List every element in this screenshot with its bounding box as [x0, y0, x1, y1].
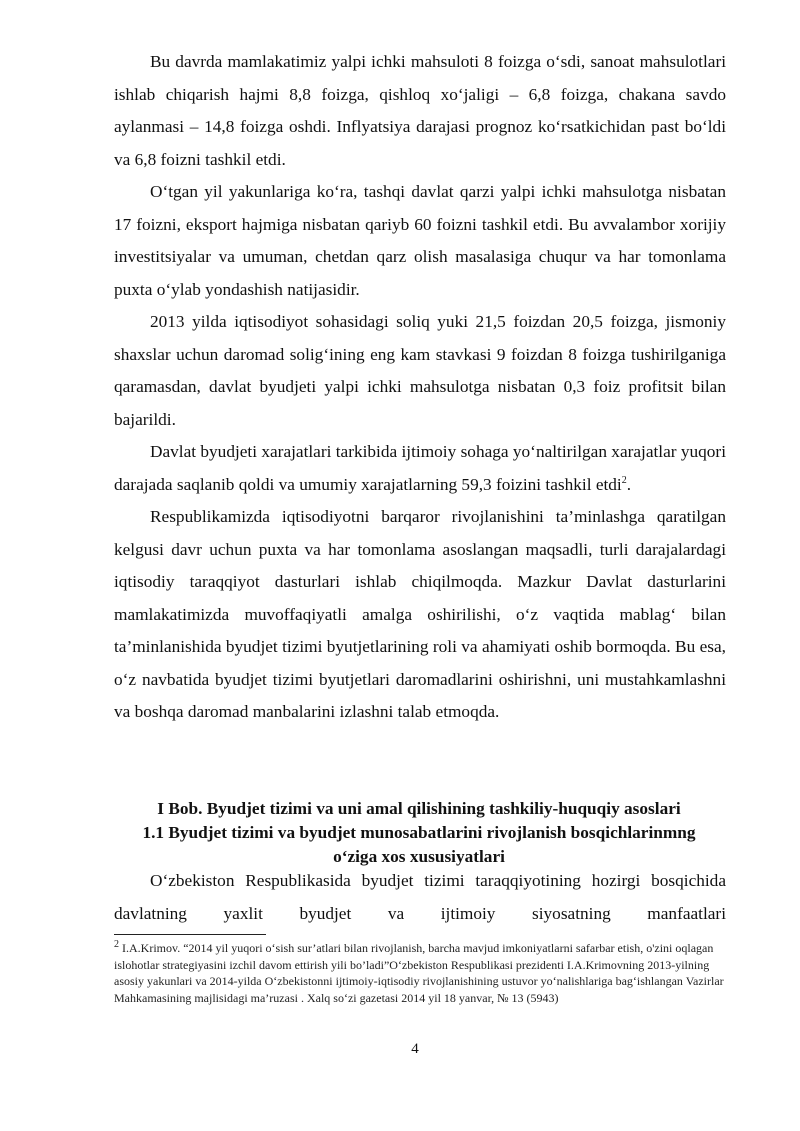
footnote-text: I.A.Krimov. “2014 yil yuqori o‘sish sur’atlari bilan rivojlanish, barcha mavjud imkoniyatlarni safarbar etish, o'zini oqlagan islohotlar strategiyasini izchil davom ettirish yili bo’ladi”O‘zbekiston Respublikasi prezidenti I.A.Krimovning 2013-yilning asosiy yakunlari va 2014-yilda O‘zbekistonni ijtimoiy-iqtisodiy rivojlanishining ustuvor yo‘nalishlariga bag‘ishlangan Vazirlar Mahkamasining majlisidagi ma’ruzasi . Xalq so‘zi gazetasi 2014 yil 18 yanvar, № 13 (5943) — [114, 941, 724, 1005]
footnote-reference[interactable]: 2 — [621, 474, 627, 486]
footnote-body — [114, 940, 726, 1006]
body-text — [114, 46, 726, 729]
body-text-continued — [114, 865, 726, 930]
paragraph-budget-system: O‘zbekiston Respublikasida byudjet tizimi taraqqiyotining hozirgi bosqichida davlatning yaxlit byudjet va ijtimoiy siyosatning manfaatlari — [114, 871, 726, 923]
footnote — [114, 940, 726, 1006]
section-heading-line-2: o‘ziga xos xususiyatlari — [333, 847, 505, 866]
paragraph-budget-expenses-text: Davlat byudjeti xarajatlari tarkibida ijtimoiy sohaga yo‘naltirilgan xarajatlar yuqori darajada saqlanib qoldi va umumiy xarajatlarning 59,3 foizini tashkil etdi — [114, 442, 726, 494]
paragraph-external-debt: O‘tgan yil yakunlariga ko‘ra, tashqi davlat qarzi yalpi ichki mahsulotga nisbatan 17 foizni, eksport hajmiga nisbatan qariyb 60 foizni tashkil etdi. Bu avvalambor xorijiy investitsiyalar va umuman, chetdan qarz olish masalasiga chuqur va har tomonlama puxta o‘ylab yondashish natijasidir. — [114, 182, 726, 299]
paragraph-tax-burden: 2013 yilda iqtisodiyot sohasidagi soliq yuki 21,5 foizdan 20,5 foizga, jismoniy shaxslar uchun daromad solig‘ining eng kam stavkasi 9 foizdan 8 foizga tushirilganiga qaramasdan, davlat byudjeti yalpi ichki mahsulotga nisbatan 0,3 foiz profitsit bilan bajarildi. — [114, 312, 726, 429]
section-headings — [106, 797, 732, 869]
footnote-separator — [114, 934, 266, 935]
paragraph-budget-expenses — [114, 436, 726, 501]
footnote-marker: 2 — [114, 939, 119, 950]
chapter-heading: I Bob. Byudjet tizimi va uni amal qilishining tashkiliy-huquqiy asoslari — [157, 799, 681, 818]
paragraph-gdp-growth: Bu davrda mamlakatimiz yalpi ichki mahsuloti 8 foizga o‘sdi, sanoat mahsulotlari ishlab chiqarish hajmi 8,8 foizga, qishloq xo‘jaligi – 6,8 foizga, chakana savdo aylanmasi – 14,8 foizga oshdi. Inflyatsiya darajasi prognoz ko‘rsatkichidan past bo‘ldi va 6,8 foizni tashkil etdi. — [114, 52, 726, 169]
footnote-reference-suffix: . — [626, 474, 632, 494]
page-number: 4 — [411, 1041, 419, 1057]
section-heading-line-1: 1.1 Byudjet tizimi va byudjet munosabatlarini rivojlanish bosqichlarinmng — [142, 823, 696, 842]
paragraph-development-programs: Respublikamizda iqtisodiyotni barqaror rivojlanishini ta’minlashga qaratilgan kelgusi davr uchun puxta va har tomonlama asoslangan maqsadli, turli darajalardagi iqtisodiy taraqqiyot dasturlari ishlab chiqilmoqda. Mazkur Davlat dasturlarini mamlakatimizda muvoffaqiyatli amalga oshirilishi, o‘z vaqtida mablag‘ bilan ta’minlanishida byudjet tizimi byutjetlarining roli va ahamiyati oshib bormoqda. Bu esa, o‘z navbatida byudjet tizimi byutjetlari daromadlarini oshirishni, uni mustahkamlashni va boshqa daromad manbalarini izlashni talab etmoqda. — [114, 507, 726, 721]
